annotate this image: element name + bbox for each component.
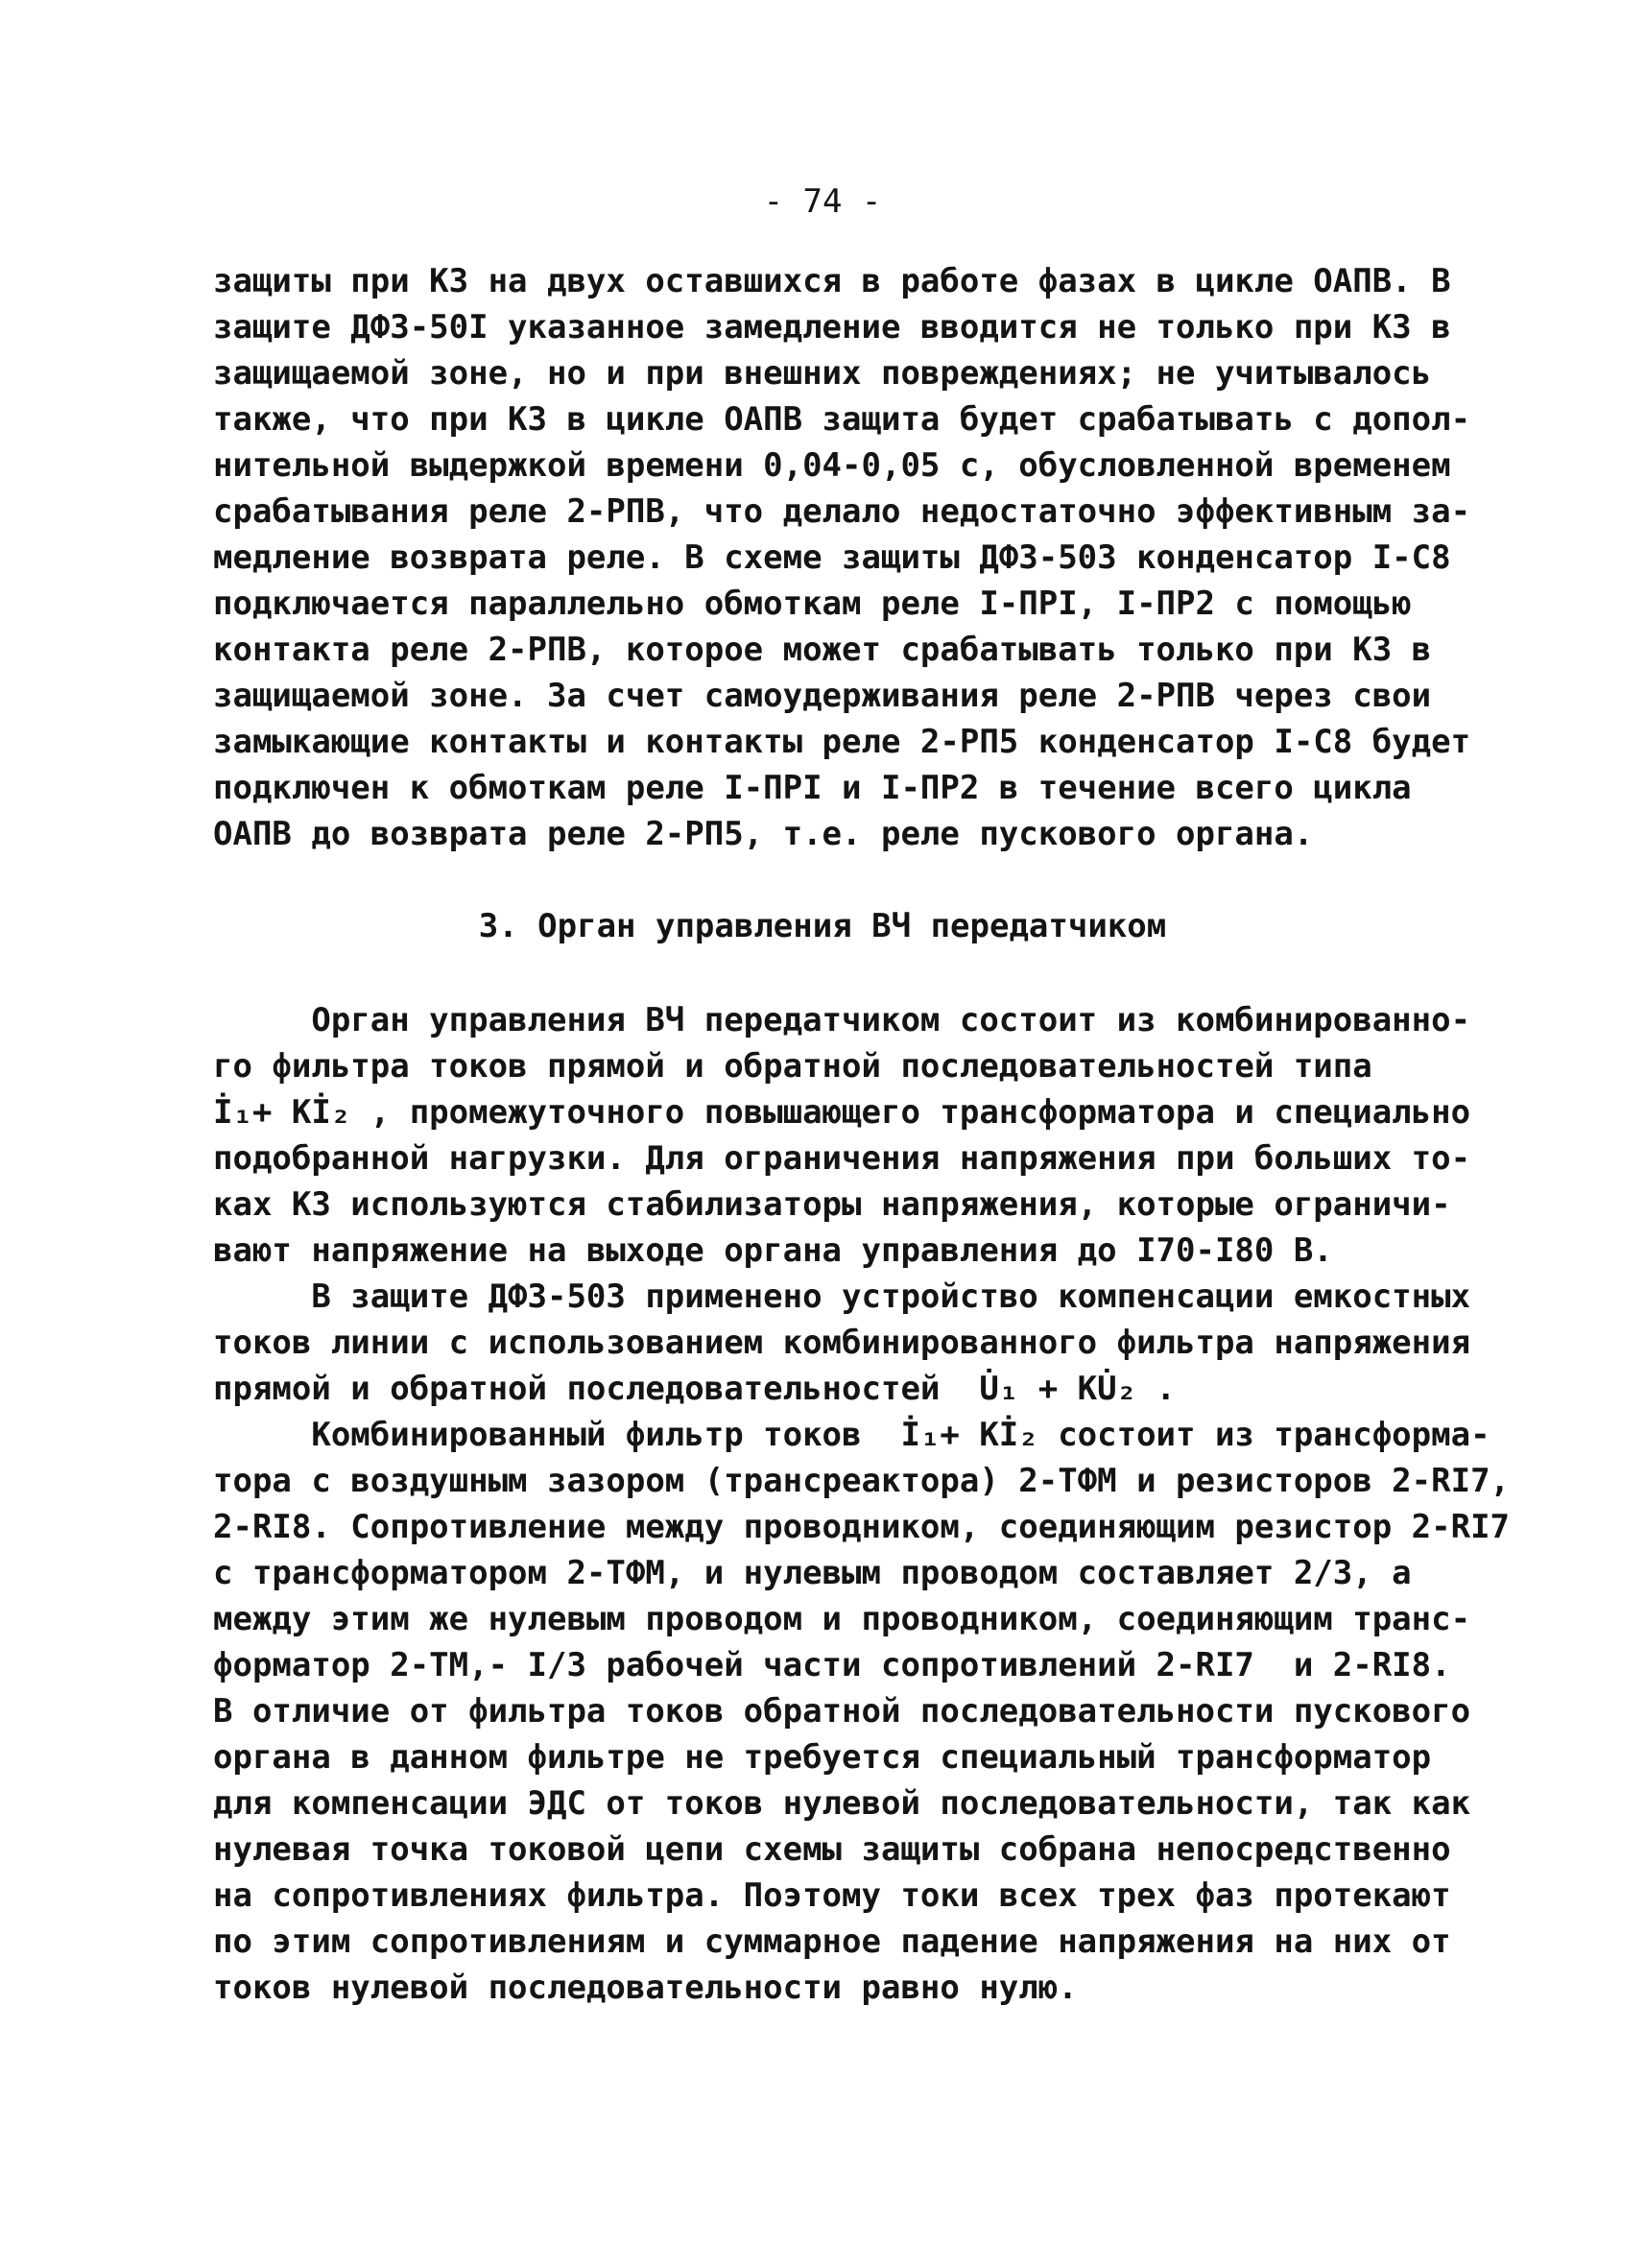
text-line: тора с воздушным зазором (трансреактора) 2-ТФМ и резисторов 2-RI7, [213,1462,1511,1500]
text-line: го фильтра токов прямой и обратной последовательностей типа [213,1047,1372,1086]
text-line: медление возврата реле. В схеме защиты ДФЗ-503 конденсатор I-С8 [213,538,1451,577]
text-line: В защите ДФЗ-503 применено устройство компенсации емкостных [213,1277,1471,1316]
text-line: срабатывания реле 2-РПВ, что делало недостаточно эффективным за- [213,492,1471,531]
text-line: Комбинированный фильтр токов İ₁+ Kİ₂ состоит из трансформа- [213,1416,1490,1454]
text-line: 2-RI8. Сопротивление между проводником, соединяющим резистор 2-RI7 [213,1508,1511,1546]
text-line: для компенсации ЭДС от токов нулевой последовательности, так как [213,1784,1471,1823]
text-line: нительной выдержкой времени 0,04-0,05 с, обусловленной временем [213,446,1451,485]
text-line: подобранной нагрузки. Для ограничения напряжения при больших то- [213,1139,1471,1178]
text-line: контакта реле 2-РПВ, которое может срабатывать только при КЗ в [213,631,1432,669]
text-line: токов линии с использованием комбинированного фильтра напряжения [213,1324,1471,1362]
text-line: защиты при КЗ на двух оставшихся в работе фазах в цикле ОАПВ. В [213,262,1451,300]
text-line: İ₁+ Kİ₂ , промежуточного повышающего трансформатора и специально [213,1093,1471,1132]
text-line: подключен к обмоткам реле I-ПРI и I-ПР2 в течение всего цикла [213,769,1412,807]
text-line: ОАПВ до возврата реле 2-РП5, т.е. реле пускового органа. [213,815,1314,853]
text-line: прямой и обратной последовательностей U̇₁ + KU̇₂ . [213,1370,1177,1408]
text-line: защите ДФЗ-50I указанное замедление вводится не только при КЗ в [213,308,1451,346]
text-line: защищаемой зоне. За счет самоудерживания реле 2-РПВ через свои [213,677,1432,715]
text-line: с трансформатором 2-ТФМ, и нулевым проводом составляет 2/3, а [213,1554,1412,1592]
text-line: токов нулевой последовательности равно нулю. [213,1969,1078,2007]
text-line: на сопротивлениях фильтра. Поэтому токи всех трех фаз протекают [213,1876,1451,1915]
text-line: также, что при КЗ в цикле ОАПВ защита будет срабатывать с допол- [213,400,1471,439]
text-line: нулевая точка токовой цепи схемы защиты собрана непосредственно [213,1830,1451,1869]
text-line: по этим сопротивлениям и суммарное падение напряжения на них от [213,1922,1451,1961]
text-line: подключается параллельно обмоткам реле I-ПРI, I-ПР2 с помощью [213,585,1412,623]
text-line: ках КЗ используются стабилизаторы напряжения, которые ограничи- [213,1185,1451,1224]
text-line: органа в данном фильтре не требуется специальный трансформатор [213,1738,1432,1777]
section-heading: 3. Орган управления ВЧ передатчиком [478,907,1167,945]
text-line: Орган управления ВЧ передатчиком состоит из комбинированно- [213,1001,1471,1039]
page-number: - 74 - [763,182,882,221]
text-line: защищаемой зоне, но и при внешних повреждениях; не учитывалось [213,354,1432,393]
text-line: В отличие от фильтра токов обратной последовательности пускового [213,1692,1471,1731]
text-line: между этим же нулевым проводом и проводником, соединяющим транс- [213,1600,1471,1638]
text-line: форматор 2-ТМ,- I/3 рабочей части сопротивлений 2-RI7 и 2-RI8. [213,1646,1451,1684]
text-line: замыкающие контакты и контакты реле 2-РП5 конденсатор I-С8 будет [213,723,1471,761]
text-line: вают напряжение на выходе органа управления до I70-I80 В. [213,1231,1333,1270]
